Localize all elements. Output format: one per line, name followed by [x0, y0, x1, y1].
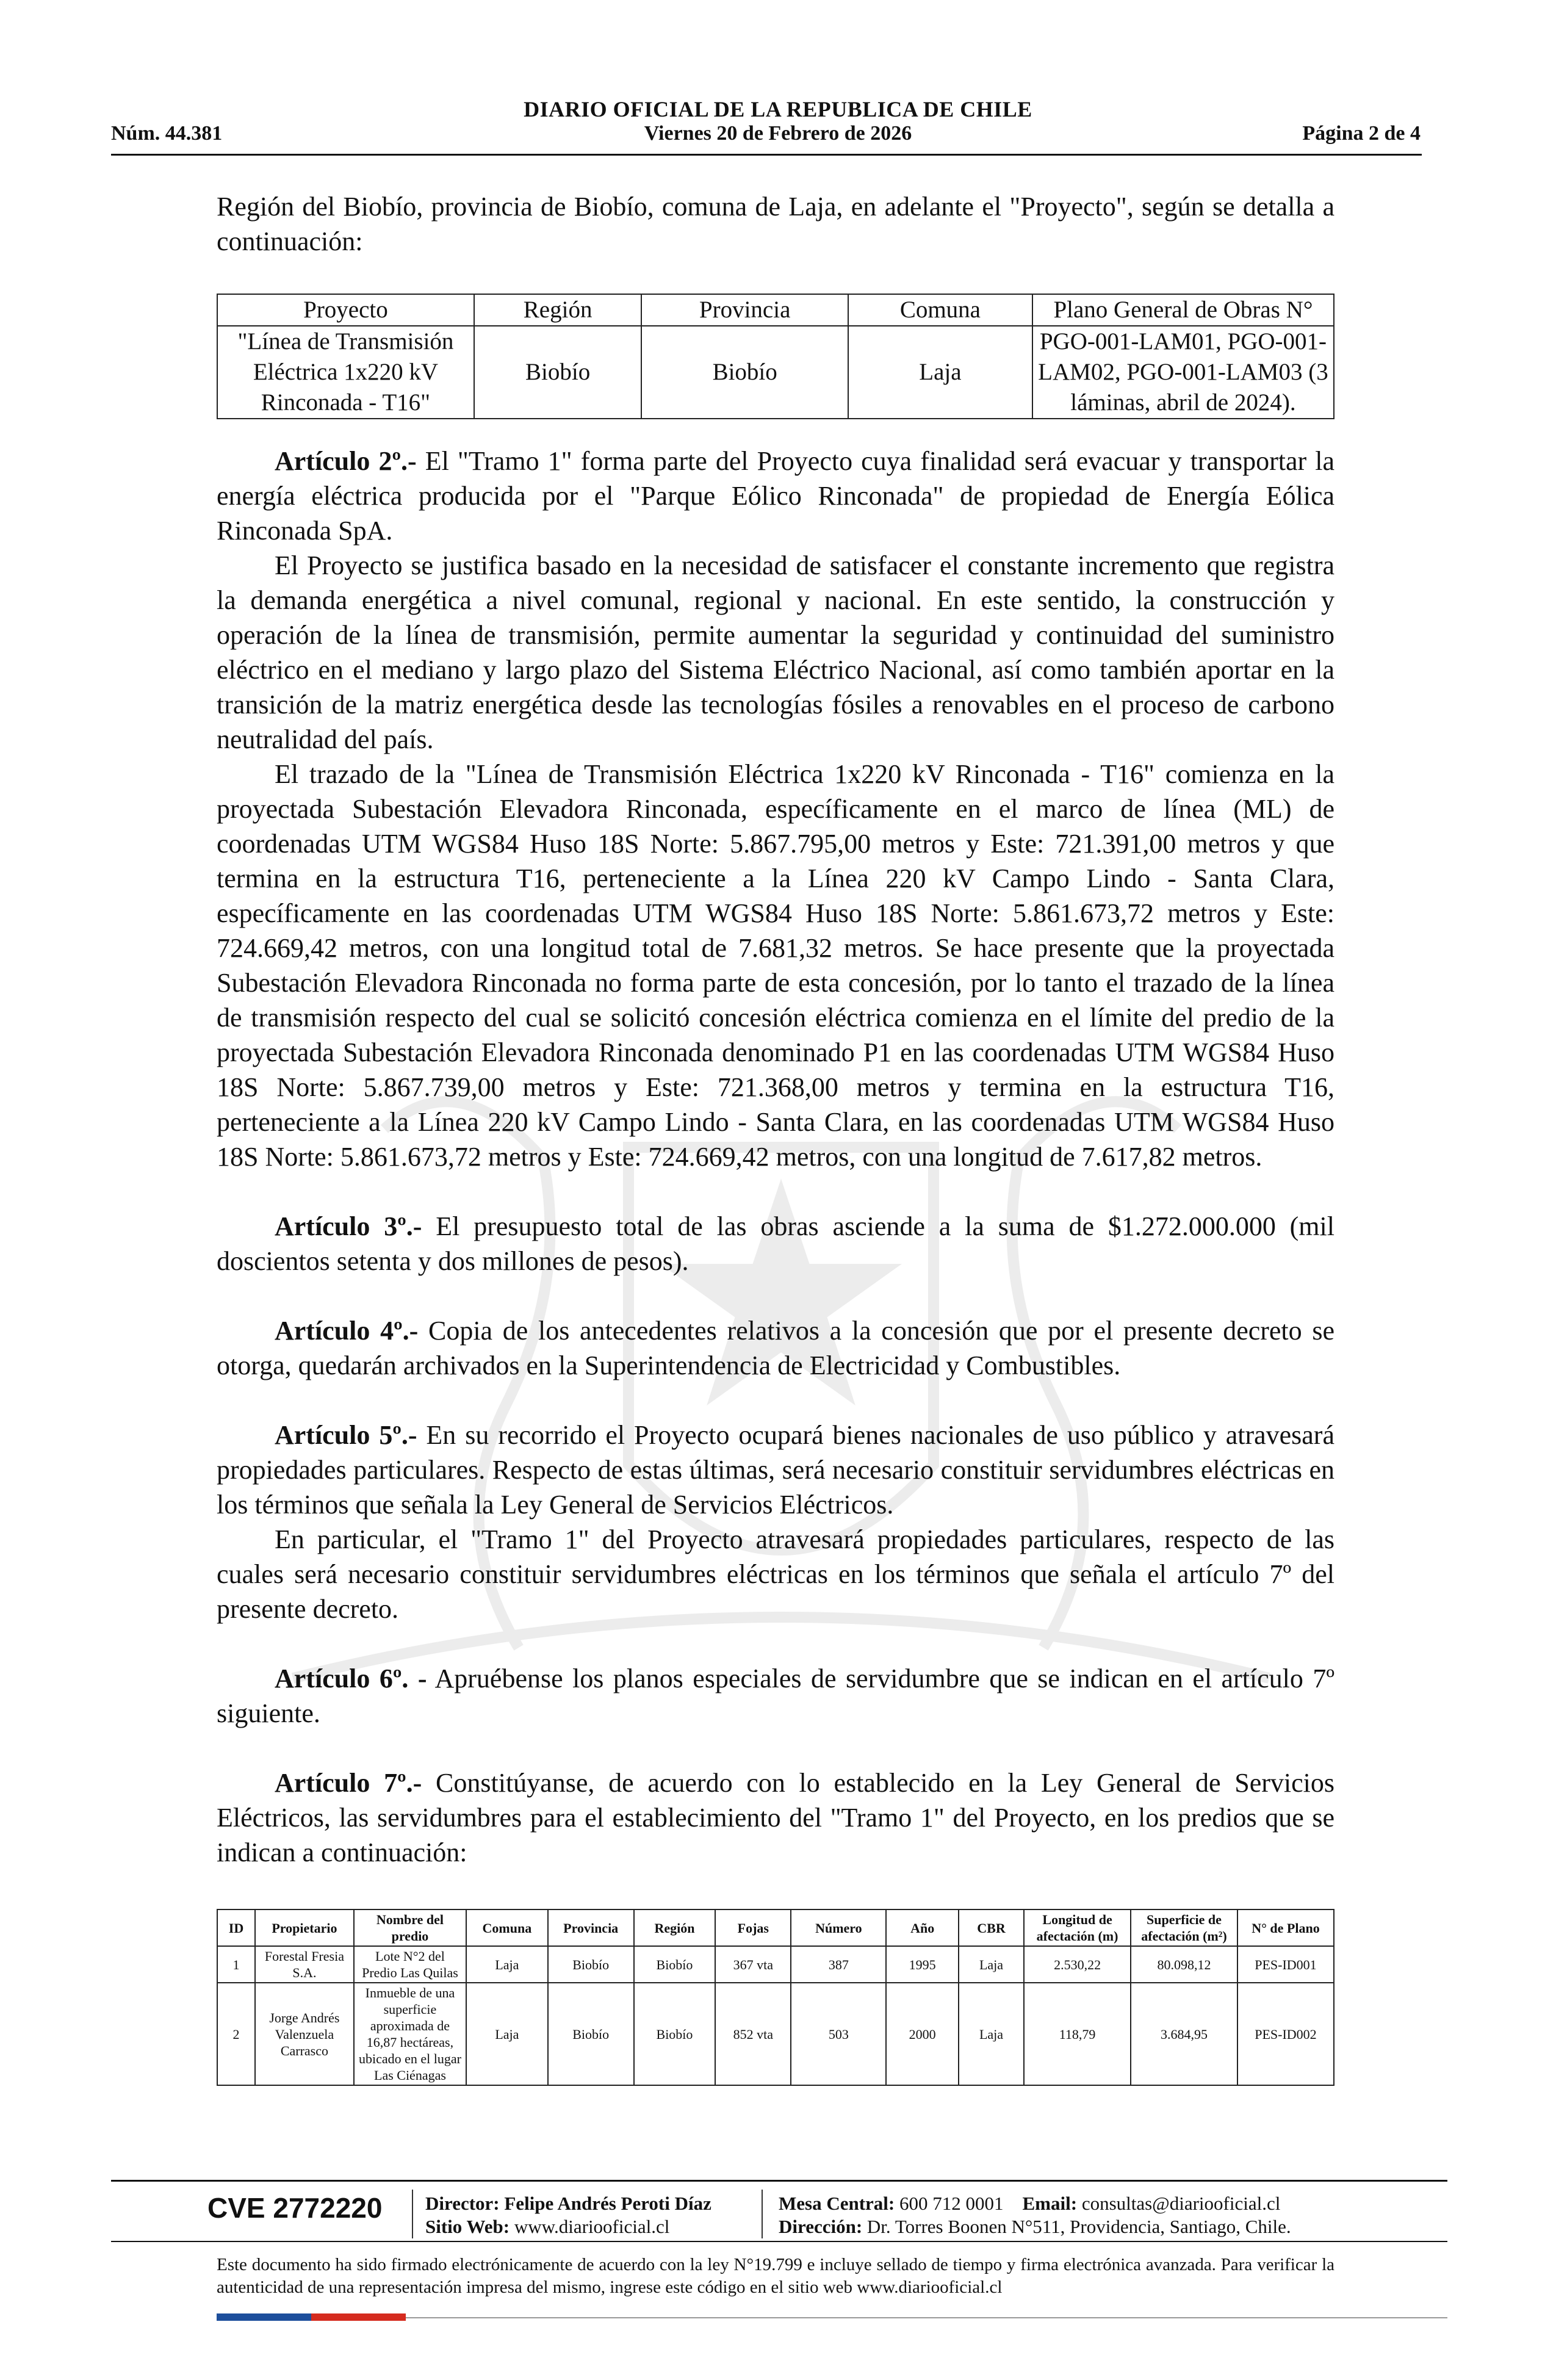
table-header-cell: Fojas: [715, 1909, 791, 1946]
table-cell: 367 vta: [715, 1946, 791, 1983]
mesa-phone: 600 712 0001: [899, 2193, 1004, 2214]
table-cell: 2: [217, 1983, 255, 2085]
table-cell: PES-ID001: [1237, 1946, 1334, 1983]
site-link[interactable]: www.diariooficial.cl: [514, 2216, 670, 2237]
header-divider: [111, 154, 1422, 156]
article-2-paragraph-2: El Proyecto se justifica basado en la necesidad de satisfacer el constante incremento que registra la demanda energética a nivel comunal, regional y nacional. En este sentido, la construcción y operación de la línea de transmisión, permite aumentar la seguridad y continuidad del suministro eléctrico en el mediano y largo plazo del Sistema Eléctrico Nacional, así como también aportar en la transición de la matriz energética desde las tecnologías fósiles a renovables en el proceso de carbono neutralidad del país.: [217, 550, 1334, 754]
table-header-cell: Plano General de Obras N°: [1032, 294, 1334, 326]
table-header-cell: Región: [474, 294, 642, 326]
table-header-cell: Proyecto: [217, 294, 474, 326]
footer-address: [779, 2215, 1291, 2238]
flag-blue-segment: [217, 2313, 311, 2321]
table-header-cell: Año: [886, 1909, 958, 1946]
table-header-cell: ID: [217, 1909, 255, 1946]
table-cell: Biobío: [634, 1946, 716, 1983]
table-header-row: [217, 294, 1334, 326]
table-cell: 503: [791, 1983, 886, 2085]
table-header-cell: CBR: [959, 1909, 1024, 1946]
article-5-paragraph-2: En particular, el "Tramo 1" del Proyecto atravesará propiedades particulares, respecto de las cuales será necesario constituir servidumbres eléctricas en los términos que señala el artículo 7º del presente decreto.: [217, 1524, 1334, 1624]
table-cell: Forestal Fresia S.A.: [255, 1946, 354, 1983]
table-header-cell: Comuna: [466, 1909, 548, 1946]
article-6-paragraph: [217, 1661, 1334, 1731]
footer-director-block: [425, 2192, 711, 2238]
intro-paragraph: Región del Biobío, provincia de Biobío, comuna de Laja, en adelante el "Proyecto", según se detalla a continuación:: [217, 192, 1334, 256]
article-text: El presupuesto total de las obras asciende a la suma de $1.272.000.000 (mil doscientos setenta y dos millones de pesos).: [217, 1211, 1334, 1276]
table-cell: Biobío: [548, 1946, 634, 1983]
article-7-paragraph: [217, 1765, 1334, 1870]
table-cell: 3.684,95: [1131, 1983, 1237, 2085]
table-cell: "Línea de Transmisión Eléctrica 1x220 kV Rinconada - T16": [217, 326, 474, 419]
table-row: [217, 1946, 1334, 1983]
footer-separator: [762, 2190, 763, 2238]
table-header-cell: Comuna: [848, 294, 1032, 326]
table-cell: PGO-001-LAM01, PGO-001-LAM02, PGO-001-LAM03 (3 láminas, abril de 2024).: [1032, 326, 1334, 419]
easement-table: [217, 1909, 1334, 2086]
address-label: Dirección:: [779, 2216, 863, 2237]
project-table: [217, 294, 1334, 419]
article-heading: Artículo 2º.-: [275, 446, 417, 476]
article-2-paragraph: [217, 444, 1334, 548]
table-cell: Biobío: [474, 326, 642, 419]
table-row: [217, 1983, 1334, 2085]
director-label: Director:: [425, 2193, 500, 2214]
table-cell: 2.530,22: [1024, 1946, 1131, 1983]
mesa-label: Mesa Central:: [779, 2193, 895, 2214]
article-text: Copia de los antecedentes relativos a la concesión que por el presente decreto se otorga, quedarán archivados en la Superintendencia de Electricidad y Combustibles.: [217, 1316, 1334, 1380]
article-2-paragraph-3: El trazado de la "Línea de Transmisión Eléctrica 1x220 kV Rinconada - T16" comienza en la proyectada Subestación Elevadora Rinconada, específicamente en el marco de línea (ML) de coordenadas UTM WGS84 Huso 18S Norte: 5.867.795,00 metros y Este: 721.391,00 metros y que termina en la estructura T16, perteneciente a la Línea 220 kV Campo Lindo - Santa Clara, específicamente en las coordenadas UTM WGS84 Huso 18S Norte: 5.861.673,72 metros y Este: 724.669,42 metros, con una longitud total de 7.681,32 metros. Se hace presente que la proyectada Subestación Elevadora Rinconada no forma parte de esta concesión, por lo tanto el trazado de la línea de transmisión respecto del cual se solicitó concesión eléctrica comienza en el límite del predio de la proyectada Subestación Elevadora Rinconada denominado P1 en las coordenadas UTM WGS84 Huso 18S Norte: 5.867.739,00 metros y Este: 721.368,00 metros y termina en la estructura T16, perteneciente a la Línea 220 kV Campo Lindo - Santa Clara, en las coordenadas UTM WGS84 Huso 18S Norte: 5.861.673,72 metros y Este: 724.669,42 metros, con una longitud de 7.617,82 metros.: [217, 759, 1334, 1172]
table-cell: 118,79: [1024, 1983, 1131, 2085]
flag-red-segment: [311, 2313, 406, 2321]
issue-date: Viernes 20 de Febrero de 2026: [644, 122, 912, 145]
table-cell: 852 vta: [715, 1983, 791, 2085]
table-header-cell: Nombre del predio: [354, 1909, 466, 1946]
table-header-cell: N° de Plano: [1237, 1909, 1334, 1946]
table-cell: Biobío: [641, 326, 848, 419]
footer-contact-block: [779, 2192, 1291, 2238]
table-cell: 1: [217, 1946, 255, 1983]
email-link[interactable]: consultas@diariooficial.cl: [1081, 2193, 1281, 2214]
article-text: Apruébense los planos especiales de servidumbre que se indican en el artículo 7º siguiente.: [217, 1664, 1334, 1728]
table-header-cell: Superficie de afectación (m²): [1131, 1909, 1237, 1946]
gazette-title: DIARIO OFICIAL DE LA REPUBLICA DE CHILE: [524, 97, 1032, 121]
article-heading: Artículo 4º.-: [275, 1316, 419, 1346]
article-4-paragraph: [217, 1313, 1334, 1383]
article-3-paragraph: [217, 1209, 1334, 1278]
table-header-cell: Longitud de afectación (m): [1024, 1909, 1131, 1946]
article-heading: Artículo 5º.-: [275, 1420, 417, 1450]
signature-note: Este documento ha sido firmado electrónicamente de acuerdo con la ley N°19.799 e incluye sellado de tiempo y firma electrónica avanzada. Para verificar la autenticidad de una representación impresa del mismo, ingrese este código en el sitio web www.diariooficial.cl: [217, 2255, 1334, 2297]
footer-phone-email: [779, 2192, 1291, 2215]
article-heading: Artículo 3º.-: [275, 1211, 422, 1241]
table-cell: Laja: [959, 1983, 1024, 2085]
table-cell: Biobío: [634, 1983, 716, 2085]
table-cell: 80.098,12: [1131, 1946, 1237, 1983]
table-header-cell: Propietario: [255, 1909, 354, 1946]
site-label: Sitio Web:: [425, 2216, 510, 2237]
table-cell: Jorge Andrés Valenzuela Carrasco: [255, 1983, 354, 2085]
cve-code: CVE 2772220: [207, 2192, 383, 2224]
article-text: En su recorrido el Proyecto ocupará bienes nacionales de uso público y atravesará propiedades particulares. Respecto de estas últimas, será necesario constituir servidumbres eléctricas en los términos que señala la Ley General de Servicios Eléctricos.: [217, 1420, 1334, 1520]
footer-site: [425, 2215, 711, 2238]
page-indicator: Página 2 de 4: [1302, 122, 1421, 145]
article-5-paragraph: [217, 1418, 1334, 1522]
table-cell: Biobío: [548, 1983, 634, 2085]
article-text: El "Tramo 1" forma parte del Proyecto cuya finalidad será evacuar y transportar la energía eléctrica producida por el "Parque Eólico Rinconada" de propiedad de Energía Eólica Rinconada SpA.: [217, 446, 1334, 546]
table-cell: Laja: [466, 1946, 548, 1983]
table-header-cell: Provincia: [548, 1909, 634, 1946]
flag-stripe: [217, 2313, 406, 2321]
table-header-cell: Número: [791, 1909, 886, 1946]
table-cell: Inmueble de una superficie aproximada de 16,87 hectáreas, ubicado en el lugar Las Ciénagas: [354, 1983, 466, 2085]
article-heading: Artículo 7º.-: [275, 1768, 422, 1798]
footer-director: [425, 2192, 711, 2215]
table-cell: Laja: [466, 1983, 548, 2085]
issue-number: Núm. 44.381: [111, 122, 223, 145]
table-cell: 2000: [886, 1983, 958, 2085]
email-label: Email:: [1022, 2193, 1078, 2214]
footer-bottom-line: [406, 2317, 1447, 2318]
table-header-row: [217, 1909, 1334, 1946]
article-heading: Artículo 6º. -: [275, 1664, 427, 1693]
table-header-cell: Provincia: [641, 294, 848, 326]
director-name: Felipe Andrés Peroti Díaz: [504, 2193, 711, 2214]
footer-divider: [111, 2241, 1447, 2242]
footer-separator: [412, 2190, 413, 2238]
document-body: [217, 189, 1334, 2086]
table-cell: Laja: [959, 1946, 1024, 1983]
table-cell: PES-ID002: [1237, 1983, 1334, 2085]
table-header-cell: Región: [634, 1909, 716, 1946]
table-cell: Laja: [848, 326, 1032, 419]
article-text: Constitúyanse, de acuerdo con lo establecido en la Ley General de Servicios Eléctricos, las servidumbres para el establecimiento del "Tramo 1" del Proyecto, en los predios que se indican a continuación:: [217, 1768, 1334, 1867]
footer-divider: [111, 2180, 1447, 2182]
table-cell: 1995: [886, 1946, 958, 1983]
address-value: Dr. Torres Boonen N°511, Providencia, Santiago, Chile.: [866, 2216, 1291, 2237]
table-row: [217, 326, 1334, 419]
table-cell: 387: [791, 1946, 886, 1983]
table-cell: Lote N°2 del Predio Las Quilas: [354, 1946, 466, 1983]
